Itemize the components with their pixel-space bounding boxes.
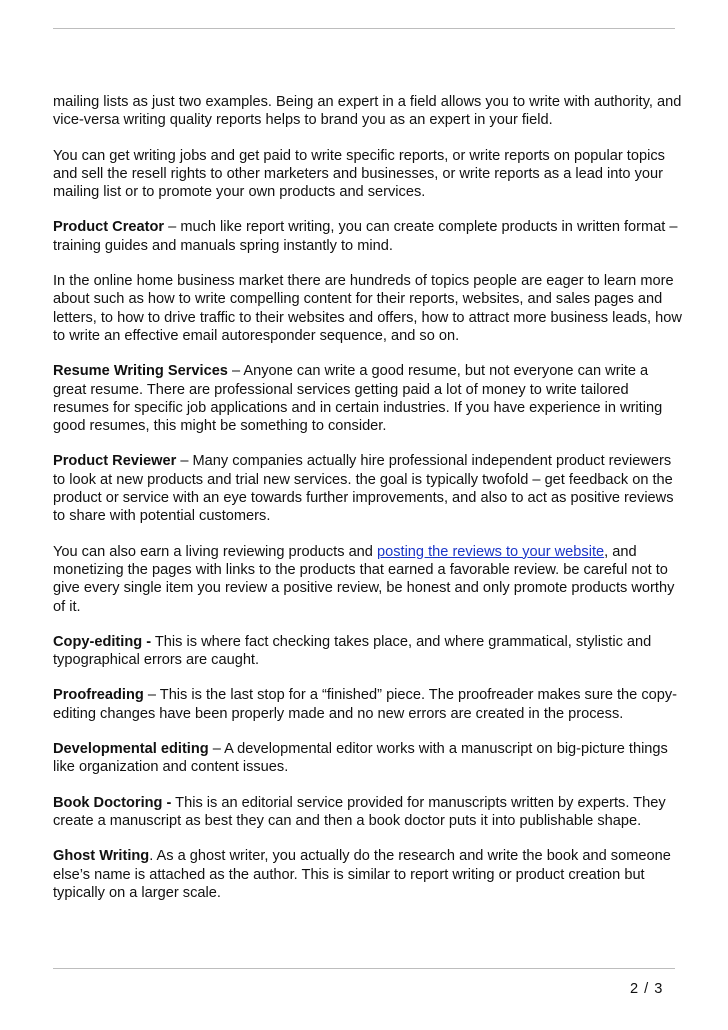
paragraph-text: This is where fact checking takes place, and where grammatical, stylistic and typographical errors are caught.: [53, 633, 652, 669]
paragraph-heading: Proofreading: [53, 687, 144, 704]
paragraph-text: – A developmental editor works with a manuscript on big-picture things like organization and content issues.: [53, 741, 668, 776]
paragraph-expert-authority: [53, 93, 683, 130]
paragraph-text: – much like report writing, you can create complete products in written format – training guides and manuals spring instantly to mind.: [53, 219, 678, 254]
paragraph-text: – This is the last stop for a “finished” piece. The proofreader makes sure the copy-editing changes have been properly made and no new errors are created in the process.: [53, 687, 678, 722]
paragraph-proofreading: [53, 686, 683, 723]
paragraph-resume-writing: [53, 362, 683, 435]
paragraph-text: – Many companies actually hire professional independent product reviewers to look at new products and trial new services. the goal is typically twofold – get feedback on the product or service with an eye towards further improvements, and also to act as positive reviews to share with potential customers.: [53, 453, 674, 525]
paragraph-ghost-writing: [53, 847, 683, 902]
paragraph-product-creator: [53, 218, 683, 255]
paragraph-text: You can also earn a living reviewing products and: [53, 543, 377, 560]
paragraph-reviewing-living: [53, 543, 683, 616]
paragraph-text: – Anyone can write a good resume, but not everyone can write a great resume. There are professional services getting paid a lot of money to write tailored resumes for specific job applications and in certain industries. If you have experience in writing good resumes, this might be something to consider.: [53, 363, 663, 435]
posting-reviews-link[interactable]: posting the reviews to your website: [376, 543, 605, 560]
paragraph-text: . As a ghost writer, you actually do the research and write the book and someone else’s name is attached as the author. This is similar to report writing or product creation but typically on a larger scale.: [53, 848, 671, 901]
paragraph-text-after-link: , and monetizing the pages with links to the products that earned a favorable review. be careful not to give every single item you review a positive review, be honest and only promote products worthy of it.: [53, 543, 675, 615]
footer-divider: [53, 968, 675, 969]
document-body: [53, 93, 683, 919]
paragraph-book-doctoring: [53, 794, 683, 831]
paragraph-heading: Book Doctoring -: [53, 794, 172, 811]
paragraph-text: In the online home business market there are hundreds of topics people are eager to learn more about such as how to write compelling content for their reports, websites, and sales pages and letters, to how to drive traffic to their websites and offers, how to attract more business leads, how to write an effective email autoresponder sequence, and so on.: [53, 273, 682, 344]
paragraph-heading: Copy-editing -: [53, 633, 152, 650]
paragraph-developmental-editing: [53, 740, 683, 777]
paragraph-heading: Resume Writing Services: [53, 363, 228, 380]
paragraph-heading: Product Creator: [53, 219, 165, 236]
paragraph-writing-jobs: [53, 147, 683, 202]
paragraph-home-business: [53, 272, 683, 345]
page-number: 2 / 3: [630, 981, 664, 997]
paragraph-text: mailing lists as just two examples. Being an expert in a field allows you to write with authority, and vice-versa writing quality reports helps to brand you as an expert in your field.: [53, 94, 682, 129]
paragraph-product-reviewer: [53, 452, 683, 525]
paragraph-text: You can get writing jobs and get paid to write specific reports, or write reports on popular topics and sell the resell rights to other marketers and businesses, or write reports as a lead into your mailing list or to promote your own products and services.: [53, 147, 665, 201]
paragraph-heading: Developmental editing: [53, 741, 209, 758]
paragraph-copy-editing: [53, 633, 683, 670]
paragraph-heading: Product Reviewer: [53, 453, 177, 470]
paragraph-text: This is an editorial service provided for manuscripts written by experts. They create a manuscript as best they can and then a book doctor puts it into publishable shape.: [53, 794, 666, 829]
header-divider: [53, 28, 675, 29]
paragraph-heading: Ghost Writing: [53, 848, 150, 865]
